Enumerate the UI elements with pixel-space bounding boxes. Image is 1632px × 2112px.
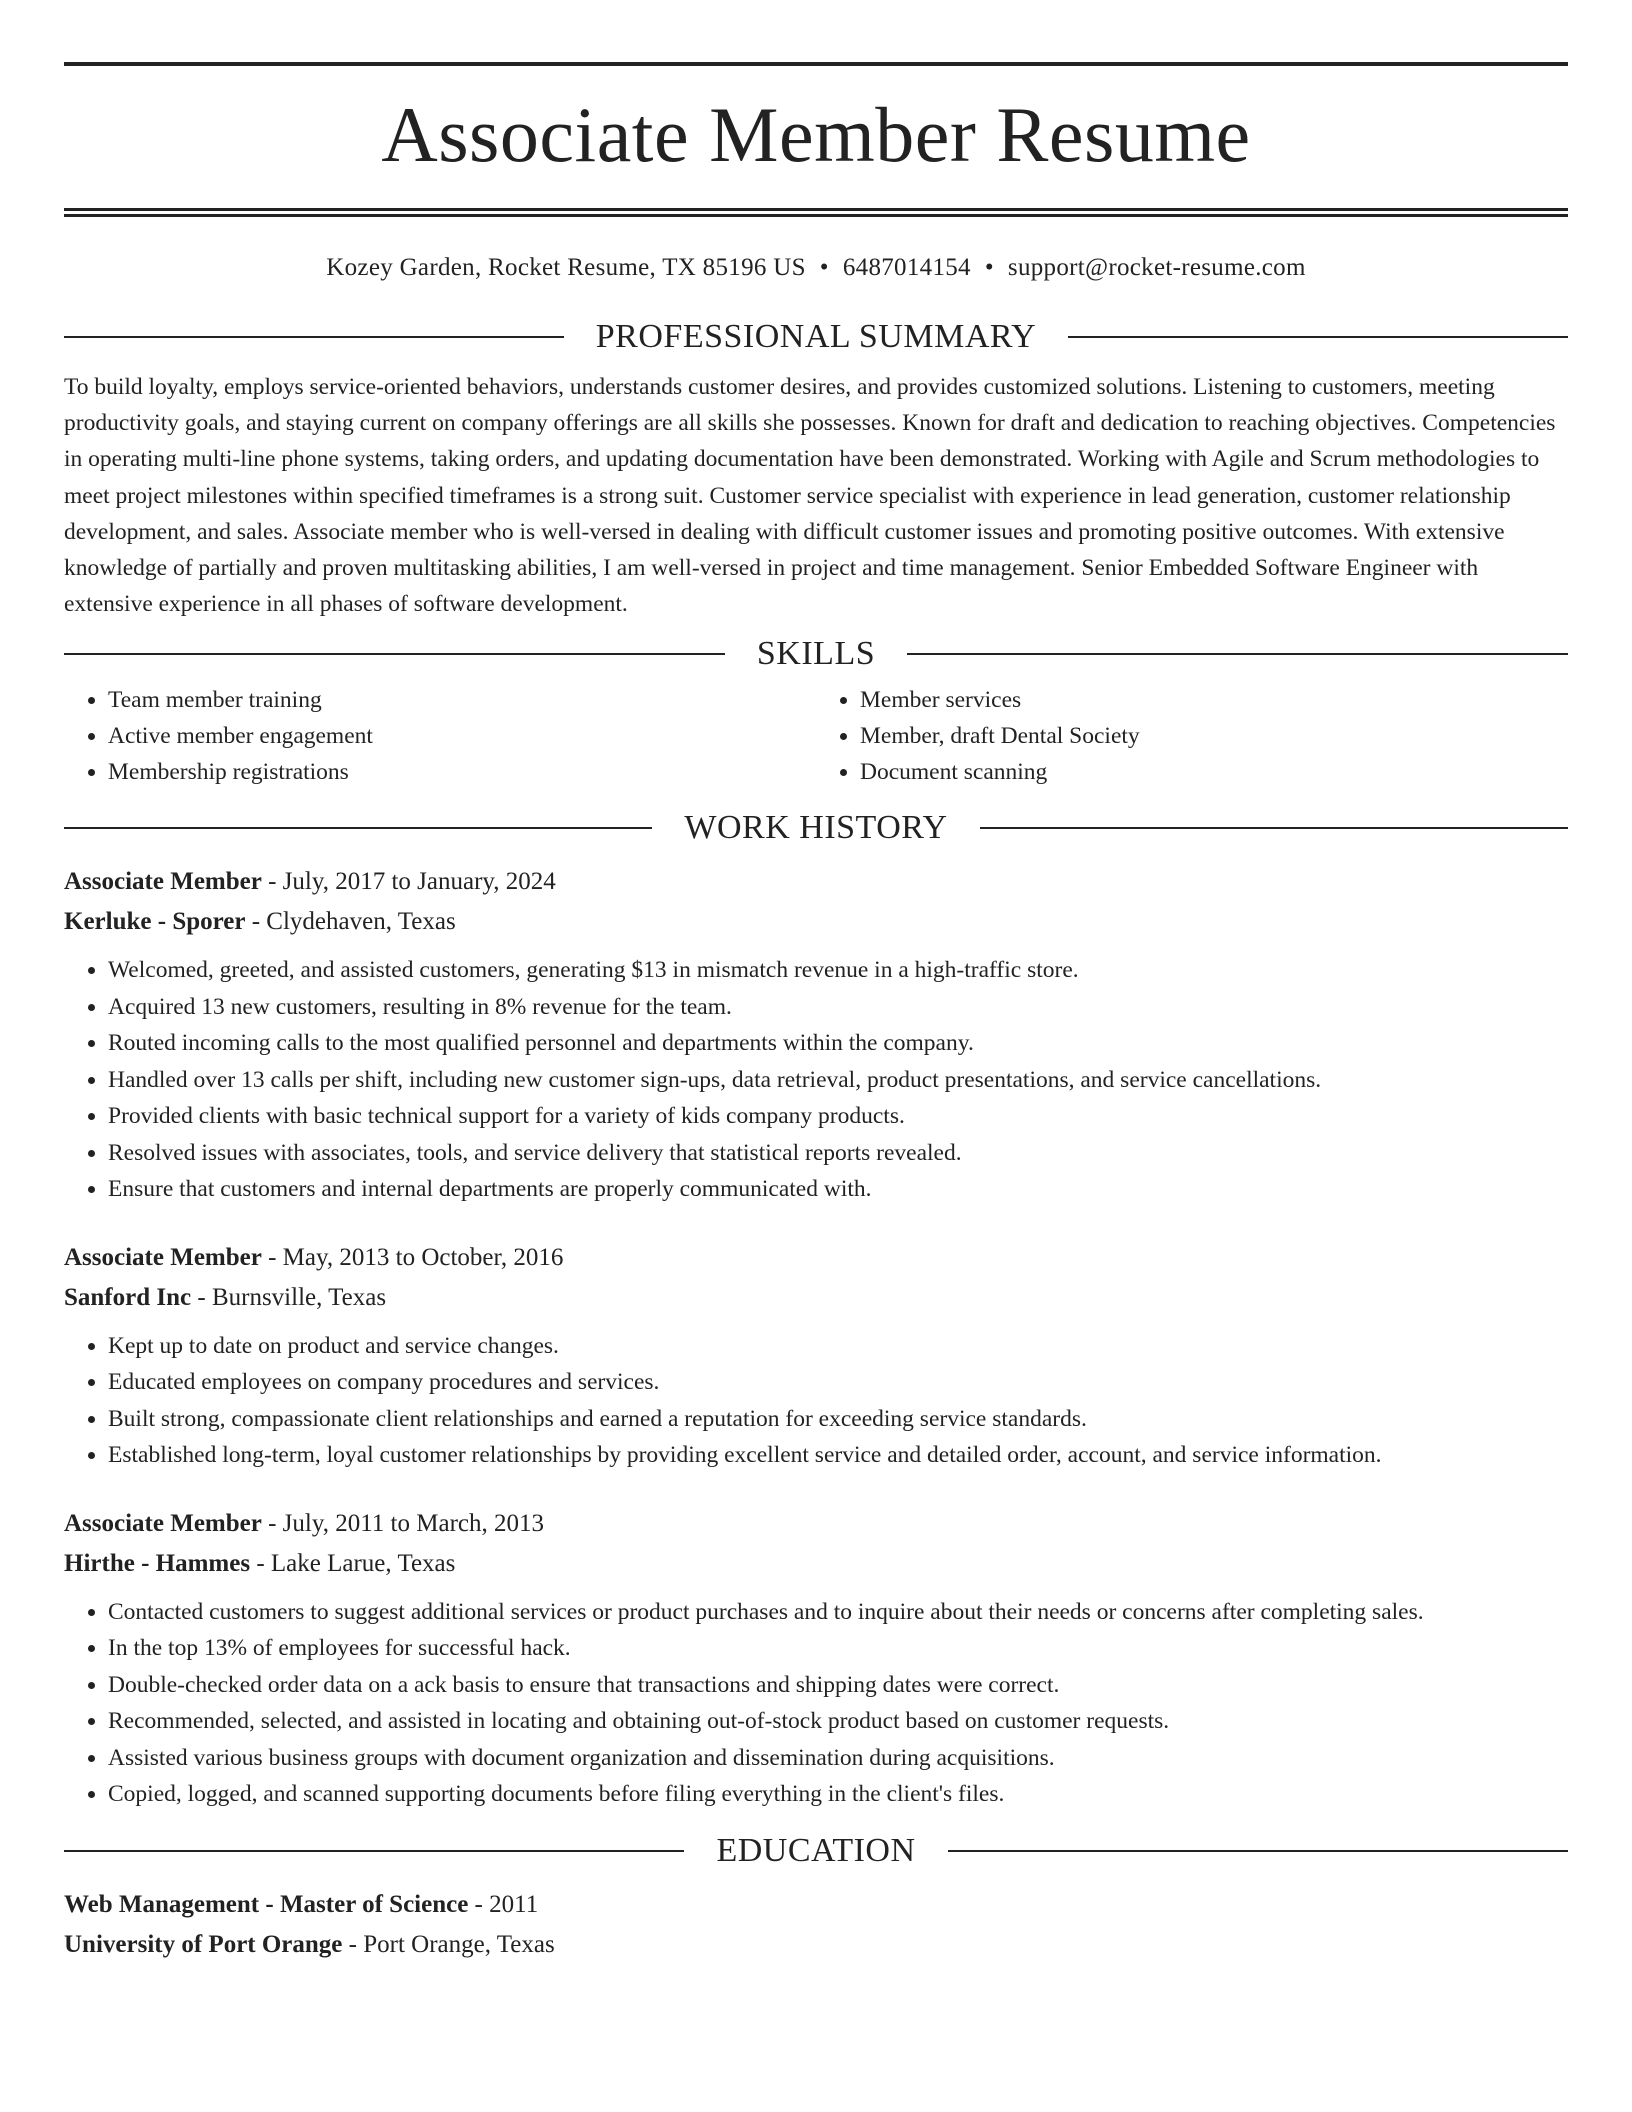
job-dates: - July, 2011 to March, 2013: [261, 1509, 544, 1537]
job-entry: [64, 862, 1568, 1208]
top-rule: [64, 62, 1568, 66]
job-company-line: [64, 902, 1568, 942]
job-bullet: • Routed incoming calls to the most qualified personnel and departments within the company.: [108, 1025, 1568, 1062]
education-school-line: [64, 1925, 1568, 1965]
job-bullet: • Provided clients with basic technical support for a variety of kids company products.: [108, 1098, 1568, 1135]
contact-address: Kozey Garden, Rocket Resume, TX 85196 US: [326, 254, 806, 281]
summary-text: To build loyalty, employs service-oriented behaviors, understands customer desires, and provides customized solutions. Listening to customers, meeting productivity goals, and staying current on company offerings are all skills she possesses. Known for draft and dedication to reaching objectives. Competencies in operating multi-line phone systems, taking orders, and updating documentation have been demonstrated. Working with Agile and Scrum methodologies to meet project milestones within specified timeframes is a strong suit. Customer service specialist with experience in lead generation, customer relationship development, and sales. Associate member who is well-versed in dealing with difficult customer issues and promoting positive outcomes. With extensive knowledge of partially and proven multitasking abilities, I am well-versed in project and time management. Senior Embedded Software Engineer with extensive experience in all phases of software development.: [64, 374, 1556, 618]
job-bullet: • Double-checked order data on a ack basis to ensure that transactions and shipping dates were correct.: [108, 1667, 1568, 1704]
education-heading: [64, 1831, 1568, 1871]
contact-email: support@rocket-resume.com: [1007, 254, 1306, 281]
education-degree: Web Management - Master of Science: [64, 1890, 469, 1918]
skill-item: • Member services: [860, 682, 1568, 718]
job-entry: [64, 1238, 1568, 1474]
heading-rule-left: [64, 336, 564, 338]
contact-line: [64, 253, 1568, 283]
job-bullets: [64, 1594, 1568, 1813]
job-bullet: • Built strong, compassionate client relationships and earned a reputation for exceeding service standards.: [108, 1401, 1568, 1438]
skill-item: • Document scanning: [860, 754, 1568, 790]
job-bullet: • In the top 13% of employees for successful hack.: [108, 1630, 1568, 1667]
resume-title: Associate Member Resume: [381, 91, 1251, 178]
job-title-line: [64, 1504, 1568, 1544]
skills-heading: [64, 634, 1568, 674]
education-heading-label: EDUCATION: [716, 1831, 916, 1869]
heading-rule-left: [64, 653, 725, 655]
job-bullets: [64, 1328, 1568, 1474]
education-entry: [64, 1885, 1568, 1965]
job-bullet: • Established long-term, loyal customer relationships by providing excellent service and detailed order, account, and service information.: [108, 1437, 1568, 1474]
job-bullet: • Assisted various business groups with document organization and dissemination during acquisitions.: [108, 1740, 1568, 1777]
job-bullet: • Recommended, selected, and assisted in locating and obtaining out-of-stock product based on customer requests.: [108, 1703, 1568, 1740]
job-title: Associate Member: [64, 868, 262, 896]
job-bullet: • Copied, logged, and scanned supporting documents before filing everything in the client's files.: [108, 1776, 1568, 1813]
job-company-line: [64, 1278, 1568, 1318]
skill-item: • Member, draft Dental Society: [860, 718, 1568, 754]
job-company-line: [64, 1544, 1568, 1584]
job-company: Hirthe - Hammes: [64, 1549, 251, 1577]
job-company: Sanford Inc: [64, 1283, 192, 1311]
job-bullet: • Welcomed, greeted, and assisted customers, generating $13 in mismatch revenue in a high-traffic store.: [108, 952, 1568, 989]
heading-rule-right: [980, 827, 1568, 829]
job-entry: [64, 1504, 1568, 1813]
contact-phone: 6487014154: [842, 254, 971, 281]
job-bullet: • Resolved issues with associates, tools, and service delivery that statistical reports revealed.: [108, 1135, 1568, 1172]
job-bullet: • Contacted customers to suggest additional services or product purchases and to inquire about their needs or concerns after completing sales.: [108, 1594, 1568, 1631]
job-bullet: • Acquired 13 new customers, resulting in 8% revenue for the team.: [108, 989, 1568, 1026]
summary-heading: [64, 317, 1568, 357]
work-heading-label: WORK HISTORY: [684, 809, 948, 847]
job-company: Kerluke - Sporer: [64, 908, 246, 936]
work-heading: [64, 808, 1568, 848]
job-bullet: • Ensure that customers and internal departments are properly communicated with.: [108, 1171, 1568, 1208]
job-dates: - July, 2017 to January, 2024: [261, 868, 556, 896]
education-year: - 2011: [468, 1890, 539, 1918]
job-bullets: [64, 952, 1568, 1208]
job-title-line: [64, 862, 1568, 902]
contact-separator: •: [819, 254, 829, 281]
contact-separator: •: [984, 254, 994, 281]
heading-rule-right: [1068, 336, 1568, 338]
job-location: - Lake Larue, Texas: [250, 1549, 456, 1577]
job-location: - Clydehaven, Texas: [245, 908, 456, 936]
job-dates: - May, 2013 to October, 2016: [261, 1243, 564, 1271]
title-double-rule: [64, 208, 1568, 217]
education-degree-line: [64, 1885, 1568, 1925]
job-title-line: [64, 1238, 1568, 1278]
job-title: Associate Member: [64, 1243, 262, 1271]
job-bullet: • Educated employees on company procedures and services.: [108, 1364, 1568, 1401]
education-location: - Port Orange, Texas: [342, 1930, 555, 1958]
job-bullet: • Handled over 13 calls per shift, including new customer sign-ups, data retrieval, product presentations, and service cancellations.: [108, 1062, 1568, 1099]
skill-item: • Membership registrations: [108, 754, 816, 790]
skill-item: • Active member engagement: [108, 718, 816, 754]
skill-item: • Team member training: [108, 682, 816, 718]
summary-heading-label: PROFESSIONAL SUMMARY: [595, 318, 1037, 355]
education-school: University of Port Orange: [64, 1930, 343, 1958]
heading-rule-right: [907, 653, 1568, 655]
skills-heading-label: SKILLS: [756, 635, 876, 673]
heading-rule-right: [948, 1850, 1568, 1852]
job-bullet: • Kept up to date on product and service changes.: [108, 1328, 1568, 1365]
skills-list: [64, 682, 1568, 790]
skills-column-left: [64, 682, 816, 790]
job-title: Associate Member: [64, 1509, 262, 1537]
heading-rule-left: [64, 827, 652, 829]
heading-rule-left: [64, 1850, 684, 1852]
job-location: - Burnsville, Texas: [191, 1283, 387, 1311]
skills-column-right: [816, 682, 1568, 790]
title-block: [64, 0, 1568, 217]
